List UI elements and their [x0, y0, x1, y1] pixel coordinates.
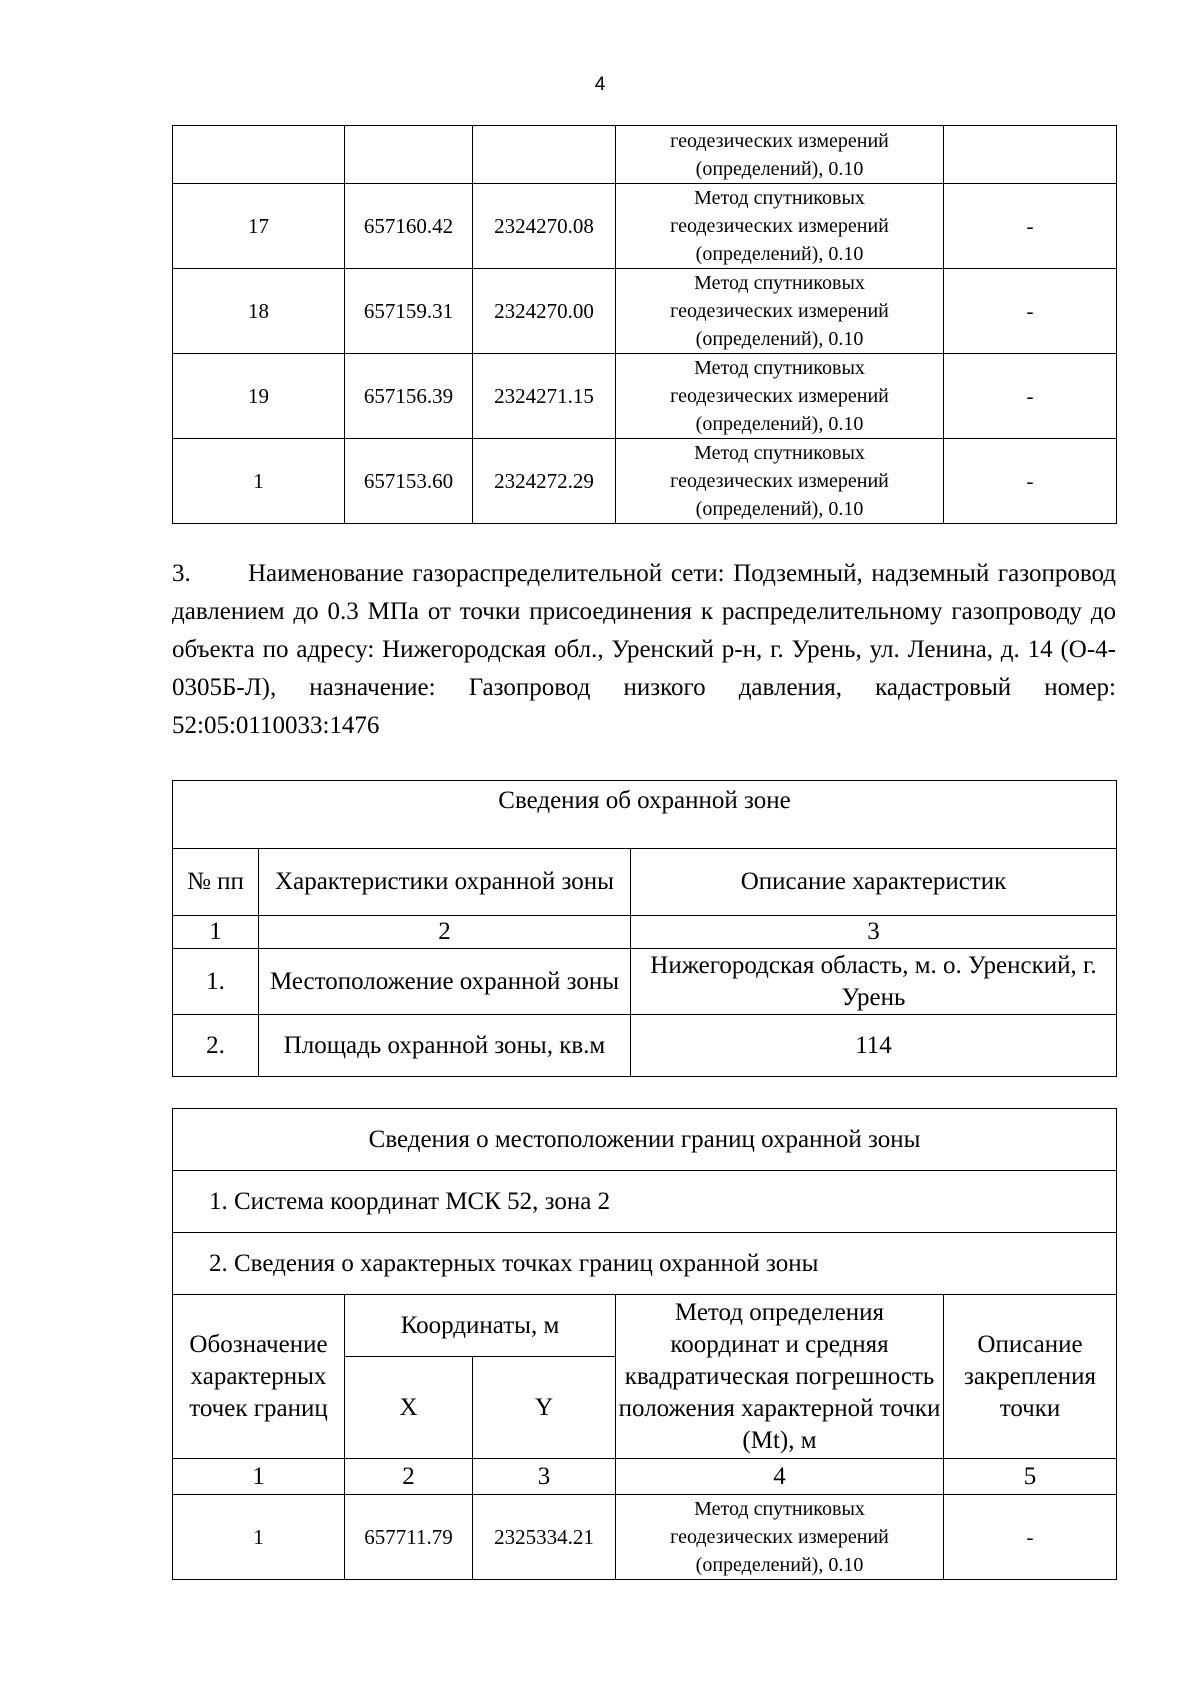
row-num: 2. [173, 1015, 259, 1077]
protected-zone-table [172, 780, 1117, 1077]
fixing-cell: - [944, 1495, 1117, 1580]
method-cell [616, 354, 944, 439]
point-cell: 19 [173, 354, 345, 439]
section-text: Наименование газораспределительной сети: Подземный, надземный газопровод давлением до 0.3 МПа от точки присоединения к распределительному газопроводу до объекта по адресу: Нижегородская обл., Уренский р-н, г. Урень, ул. Ленина, д. 14 (О-4-0305Б-Л), назначение: Газопровод низкого давления, кадастровый номер: 52:05:0110033:1476 [172, 560, 1116, 739]
header-fixing: Описание закрепления точки [944, 1295, 1117, 1459]
col-number: 4 [616, 1459, 944, 1495]
description-cell: 114 [631, 1015, 1117, 1077]
x-cell: 657156.39 [345, 354, 473, 439]
section-3-paragraph [172, 555, 1116, 745]
column-number-row [173, 916, 1117, 949]
table-row [173, 354, 1117, 439]
y-cell: 2324270.08 [473, 184, 616, 269]
table-row [173, 949, 1117, 1015]
col-number: 1 [173, 916, 259, 949]
table-row [173, 1109, 1117, 1171]
fixing-cell: - [944, 184, 1117, 269]
fixing-cell [944, 126, 1117, 184]
table-row [173, 1233, 1117, 1295]
column-number-row [173, 1459, 1117, 1495]
fixing-cell: - [944, 439, 1117, 524]
method-cell [616, 184, 944, 269]
coordinates-table-continuation [172, 125, 1117, 524]
method-line: Метод спутниковых [694, 357, 865, 379]
col-number: 2 [345, 1459, 473, 1495]
table-row [173, 1171, 1117, 1233]
table-title: Сведения об охранной зоне [173, 781, 1117, 849]
y-cell [473, 126, 616, 184]
x-cell [345, 126, 473, 184]
method-line: Метод спутниковых [694, 272, 865, 294]
header-point: Обозначение характерных точек границ [173, 1295, 345, 1459]
table-row [173, 781, 1117, 849]
method-line: (определений), 0.10 [695, 157, 864, 180]
method-line: Метод спутниковых [694, 442, 865, 464]
table-header-row [173, 849, 1117, 916]
method-line: Метод спутниковых [694, 1498, 865, 1520]
method-line: геодезических измерений [670, 215, 889, 237]
table-row [173, 184, 1117, 269]
characteristic-cell: Местоположение охранной зоны [259, 949, 631, 1015]
method-line: геодезических измерений [670, 385, 889, 407]
header-y: Y [473, 1357, 616, 1459]
table-row [173, 1015, 1117, 1077]
header-num: № пп [173, 849, 259, 916]
table-title: Сведения о местоположении границ охранной зоны [173, 1109, 1117, 1171]
method-line: геодезических измерений [670, 470, 889, 492]
point-cell: 1 [173, 1495, 345, 1580]
y-cell: 2324271.15 [473, 354, 616, 439]
method-line: геодезических измерений [670, 1526, 889, 1548]
method-line: Метод спутниковых [694, 187, 865, 209]
table-row [173, 1495, 1117, 1580]
table-row [173, 126, 1117, 184]
table-header-row [173, 1295, 1117, 1357]
method-line: (определений), 0.10 [695, 498, 864, 520]
method-line: геодезических измерений [670, 300, 889, 322]
method-line: (определений), 0.10 [695, 1554, 864, 1576]
point-cell [173, 126, 345, 184]
page-number: 4 [594, 74, 606, 95]
col-number: 5 [944, 1459, 1117, 1495]
characteristic-cell: Площадь охранной зоны, кв.м [259, 1015, 631, 1077]
point-cell: 1 [173, 439, 345, 524]
method-line: (определений), 0.10 [695, 243, 864, 265]
x-cell: 657153.60 [345, 439, 473, 524]
x-cell: 657160.42 [345, 184, 473, 269]
method-cell [616, 1495, 944, 1580]
col-number: 3 [631, 916, 1117, 949]
table-row [173, 439, 1117, 524]
method-line: геодезических измерений [670, 129, 889, 152]
method-cell [616, 439, 944, 524]
x-cell: 657159.31 [345, 269, 473, 354]
boundary-location-table [172, 1108, 1117, 1580]
method-line: (определений), 0.10 [695, 413, 864, 435]
col-number: 2 [259, 916, 631, 949]
table-row [173, 269, 1117, 354]
col-number: 3 [473, 1459, 616, 1495]
x-cell: 657711.79 [345, 1495, 473, 1580]
header-description: Описание характеристик [631, 849, 1117, 916]
description-cell: Нижегородская область, м. о. Уренский, г. Урень [631, 949, 1117, 1015]
method-line: (определений), 0.10 [695, 328, 864, 350]
y-cell: 2325334.21 [473, 1495, 616, 1580]
y-cell: 2324272.29 [473, 439, 616, 524]
header-x: X [345, 1357, 473, 1459]
points-info-heading: 2. Сведения о характерных точках границ охранной зоны [173, 1233, 1117, 1295]
method-cell [616, 126, 944, 184]
point-cell: 18 [173, 269, 345, 354]
coordinate-system: 1. Система координат МСК 52, зона 2 [173, 1171, 1117, 1233]
point-cell: 17 [173, 184, 345, 269]
section-number: 3. [172, 560, 191, 587]
method-cell [616, 269, 944, 354]
fixing-cell: - [944, 354, 1117, 439]
row-num: 1. [173, 949, 259, 1015]
header-coords: Координаты, м [345, 1295, 616, 1357]
col-number: 1 [173, 1459, 345, 1495]
header-characteristic: Характеристики охранной зоны [259, 849, 631, 916]
header-method: Метод определения координат и средняя квадратическая погрешность положения характерной точки (Mt), м [616, 1295, 944, 1459]
y-cell: 2324270.00 [473, 269, 616, 354]
fixing-cell: - [944, 269, 1117, 354]
